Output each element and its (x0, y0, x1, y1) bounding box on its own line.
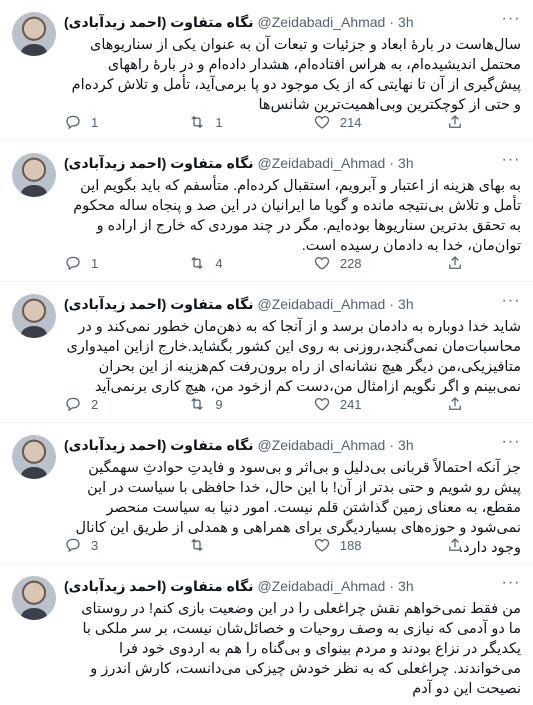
separator-dot: · (389, 155, 395, 171)
share-icon (446, 113, 464, 131)
retweet-button[interactable] (188, 395, 228, 413)
reply-button[interactable] (64, 254, 104, 272)
tweet-actions (64, 112, 473, 132)
heart-icon (313, 254, 331, 272)
tweet-content (64, 576, 521, 699)
handle[interactable]: @Zeidabadi_Ahmad (257, 578, 386, 594)
like-button[interactable] (313, 113, 362, 131)
tweet-text: شاید خدا دوباره به دادمان برسد و از آنجا که به ذهن‌مان خطور نمی‌کند و در محاسبات‌مان نمی‌گنجد،روزنی به روی این کشور بگشاید.خارج ازاین امیدواری متافیزیکی،من دیگر هیچ نشانه‌ای از راه برون‌رفت کم‌هزینه از این بحران نمی‌بینم و اگر نگویم ازامثال من،دست کم ازخود من، هیچ کاری برنمی‌آید (66, 319, 521, 395)
avatar[interactable] (12, 12, 56, 56)
retweet-icon (188, 254, 206, 272)
tweet-header (64, 12, 521, 32)
display-name[interactable]: نگاه متفاوت (احمد زیدآبادی) (64, 13, 254, 30)
avatar[interactable] (12, 576, 56, 620)
handle[interactable]: @Zeidabadi_Ahmad (257, 437, 386, 453)
reply-count: 1 (91, 114, 99, 130)
display-name[interactable]: نگاه متفاوت (احمد زیدآبادی) (64, 295, 254, 312)
reply-icon (64, 254, 82, 272)
tweet-content (64, 294, 521, 397)
more-icon[interactable]: ··· (501, 10, 521, 27)
tweet[interactable] (0, 0, 533, 141)
retweet-icon (188, 395, 206, 413)
avatar[interactable] (12, 435, 56, 479)
tweet[interactable] (0, 282, 533, 423)
retweet-count: 4 (215, 255, 223, 271)
tweet-text: جز آنکه احتمالاً قربانی بی‌دلیل و بی‌اثر و بی‌سود و فایدتِ حوادثِ سهمگین پیش رو شویم و حتی بدتر از آن! با این حال، خدا حافظی با سیاست در این مقطع، به معنای زمین گذاشتن قلم نیست. امور دنیا به سیاست منحصر نمی‌شود و حوزه‌های بسیاردیگری برای همراهی و همدلی از طریق این کانال وجود دارد. (75, 460, 521, 556)
separator-dot: · (389, 14, 395, 30)
heart-icon (313, 395, 331, 413)
reply-icon (64, 536, 82, 554)
tweet-text: من فقط نمی‌خواهم نقش چراغعلی را در این وضعیت بازی کنم! در روستای ما دو آدمی که نیازی به وصف روحیات و خصائل‌شان نیست، بر سر ملکی با یکدیگر در نزاع بودند و مردم بینوای و بی‌گناه را هم به اردوی خود فرا می‌خواندند. چراغعلی که به نظر خودش چیزکی می‌دانست، کارش اندرز و نصیحت این دو آدم (81, 601, 521, 697)
timestamp[interactable]: 3h (398, 155, 414, 171)
tweet-content (64, 153, 521, 256)
reply-icon (64, 113, 82, 131)
share-button[interactable] (446, 113, 473, 131)
share-icon (446, 254, 464, 272)
retweet-button[interactable] (188, 254, 228, 272)
more-icon[interactable]: ··· (501, 292, 521, 309)
reply-button[interactable] (64, 113, 104, 131)
timestamp[interactable]: 3h (398, 296, 414, 312)
retweet-icon (188, 113, 206, 131)
tweet-header (64, 435, 521, 455)
like-count: 241 (339, 396, 362, 412)
tweet-actions (64, 535, 473, 555)
share-icon (446, 536, 464, 554)
like-button[interactable] (313, 254, 362, 272)
reply-count: 1 (91, 255, 99, 271)
handle[interactable]: @Zeidabadi_Ahmad (257, 155, 386, 171)
tweet-header (64, 153, 521, 173)
timestamp[interactable]: 3h (398, 437, 414, 453)
more-icon[interactable]: ··· (501, 151, 521, 168)
tweet-header (64, 294, 521, 314)
timestamp[interactable]: 3h (398, 578, 414, 594)
timestamp[interactable]: 3h (398, 14, 414, 30)
avatar[interactable] (12, 153, 56, 197)
handle[interactable]: @Zeidabadi_Ahmad (257, 14, 386, 30)
display-name[interactable]: نگاه متفاوت (احمد زیدآبادی) (64, 436, 254, 453)
separator-dot: · (389, 578, 395, 594)
handle[interactable]: @Zeidabadi_Ahmad (257, 296, 386, 312)
tweet-text: به بهای هزینه از اعتبار و آبرویم، استقبال کرده‌ام. متأسفم که باید بگویم این تأمل و تلاش بی‌نتیجه مانده و گویا ما ایرانیان در این صد و پنجاه ساله محکوم به تحقق بدترین سناریوها بوده‌ایم. مگر در چند موردی که خارج از اراده و توان‌مان، خدا به دادمان رسیده است. (73, 178, 521, 254)
retweet-button[interactable] (188, 113, 228, 131)
reply-icon (64, 395, 82, 413)
tweet-actions (64, 253, 473, 273)
share-button[interactable] (446, 254, 473, 272)
share-button[interactable] (446, 395, 473, 413)
tweet-header (64, 576, 521, 596)
tweet-content (64, 12, 521, 115)
like-count: 228 (339, 255, 362, 271)
separator-dot: · (389, 296, 395, 312)
retweet-count: 9 (215, 396, 223, 412)
heart-icon (313, 536, 331, 554)
tweet-actions (64, 394, 473, 414)
display-name[interactable]: نگاه متفاوت (احمد زیدآبادی) (64, 577, 254, 594)
like-count: 188 (339, 537, 362, 553)
reply-button[interactable] (64, 536, 104, 554)
more-icon[interactable]: ··· (501, 433, 521, 450)
tweet-text: سال‌هاست در بارهٔ ابعاد و جزئیات و تبعات آن به عنوان یکی از سناریوهای محتمل اندیشیده‌ام، به هراس افتاده‌ام، هشدار داده‌ام و در بارهٔ راههای پیش‌گیری از آن تا نهایتی که از یک موجود دو پا برمی‌آید، تأمل و تلاش کرده‌ام و حتی از کوچکترین وبی‌اهمیت‌ترین شانس‌ها (71, 37, 521, 113)
reply-button[interactable] (64, 395, 104, 413)
like-button[interactable] (313, 395, 362, 413)
tweet[interactable] (0, 141, 533, 282)
more-icon[interactable]: ··· (501, 574, 521, 591)
heart-icon (313, 113, 331, 131)
retweet-icon (188, 536, 206, 554)
share-button[interactable] (446, 536, 473, 554)
retweet-count: 1 (215, 114, 223, 130)
avatar[interactable] (12, 294, 56, 338)
share-icon (446, 395, 464, 413)
tweet[interactable] (0, 423, 533, 564)
like-button[interactable] (313, 536, 362, 554)
reply-count: 3 (91, 537, 99, 553)
tweet[interactable] (0, 564, 533, 705)
display-name[interactable]: نگاه متفاوت (احمد زیدآبادی) (64, 154, 254, 171)
retweet-button[interactable] (188, 536, 228, 554)
reply-count: 2 (91, 396, 99, 412)
like-count: 214 (339, 114, 362, 130)
separator-dot: · (389, 437, 395, 453)
